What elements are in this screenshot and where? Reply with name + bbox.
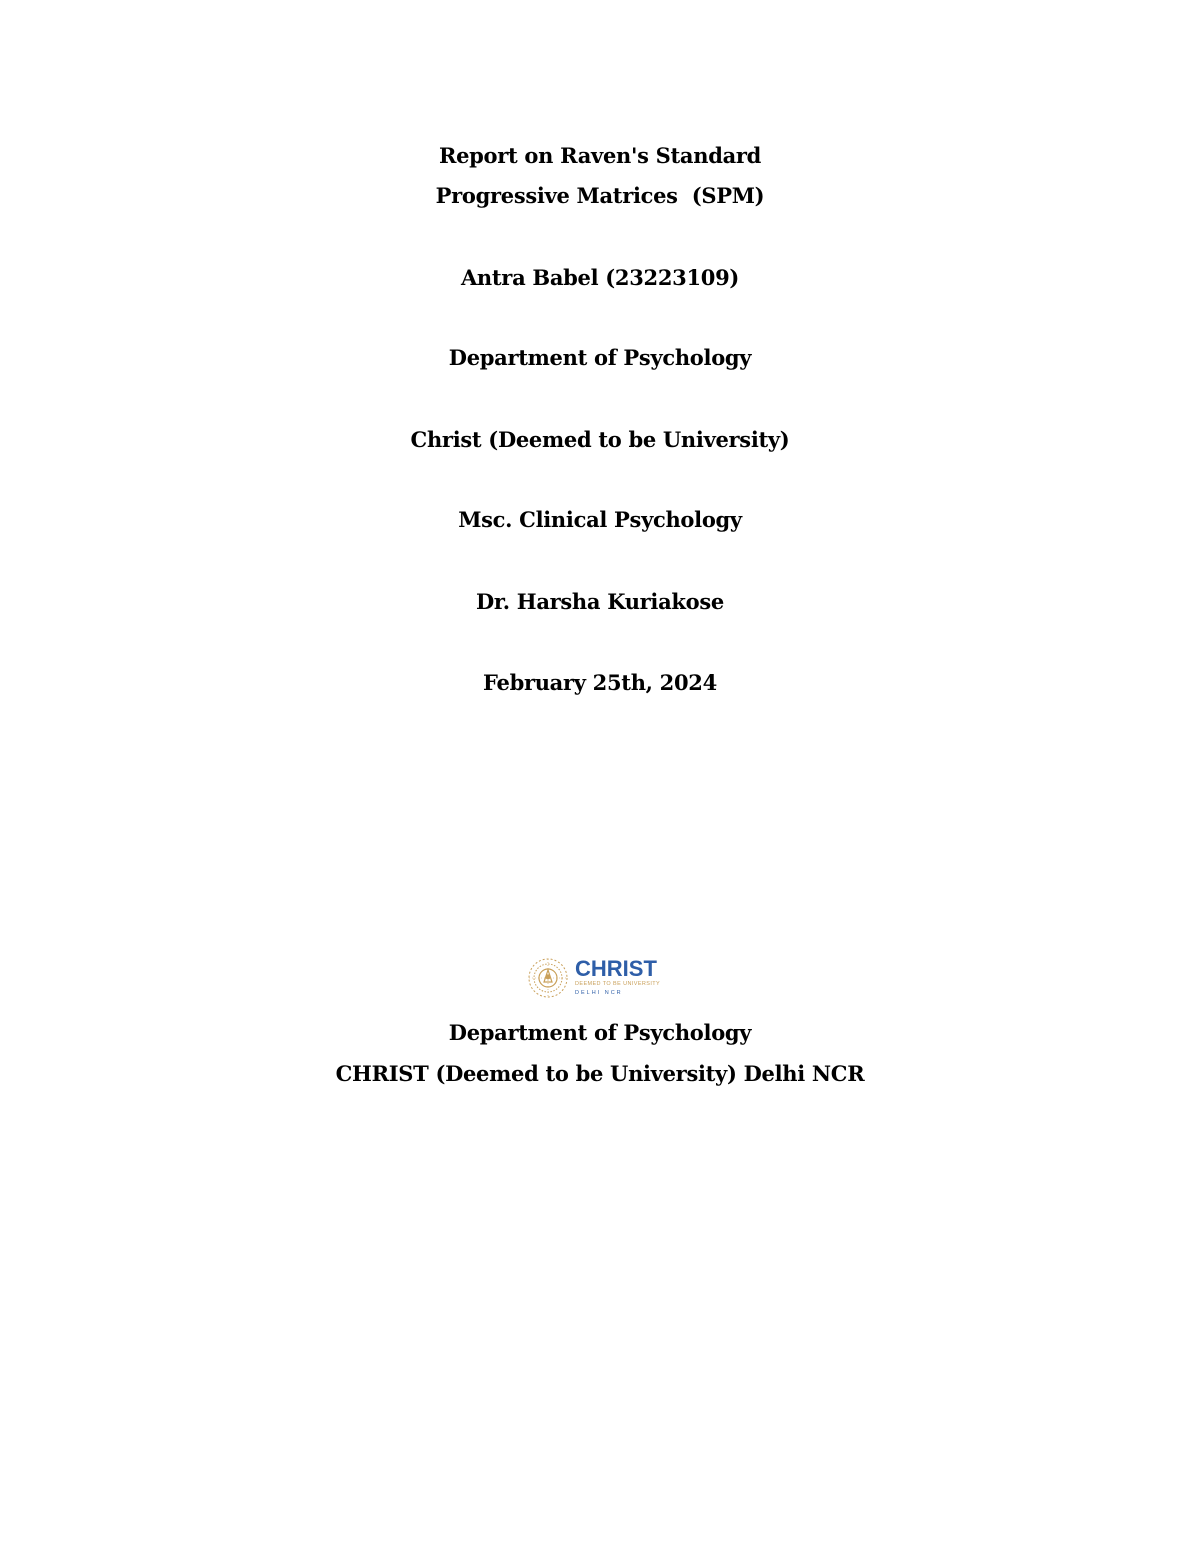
christ-university-logo <box>526 952 674 1004</box>
university-name: Christ (Deemed to be University) <box>410 427 790 452</box>
report-title-line-2: Progressive Matrices (SPM) <box>435 183 765 208</box>
footer-institution: CHRIST (Deemed to be University) Delhi NCR <box>335 1061 865 1086</box>
emblem-icon <box>529 959 567 997</box>
logo-tagline-2: DELHI NCR <box>575 990 623 996</box>
department-name: Department of Psychology <box>448 345 752 370</box>
logo-tagline-1: DEEMED TO BE UNIVERSITY <box>575 981 661 987</box>
logo-wordmark: CHRIST <box>575 956 657 981</box>
submission-date: February 25th, 2024 <box>483 670 717 695</box>
instructor-name: Dr. Harsha Kuriakose <box>476 589 724 614</box>
author-name: Antra Babel (23223109) <box>460 265 740 290</box>
program-name: Msc. Clinical Psychology <box>458 507 742 532</box>
report-title-line-1: Report on Raven's Standard <box>438 143 762 168</box>
footer-department: Department of Psychology <box>448 1020 752 1045</box>
